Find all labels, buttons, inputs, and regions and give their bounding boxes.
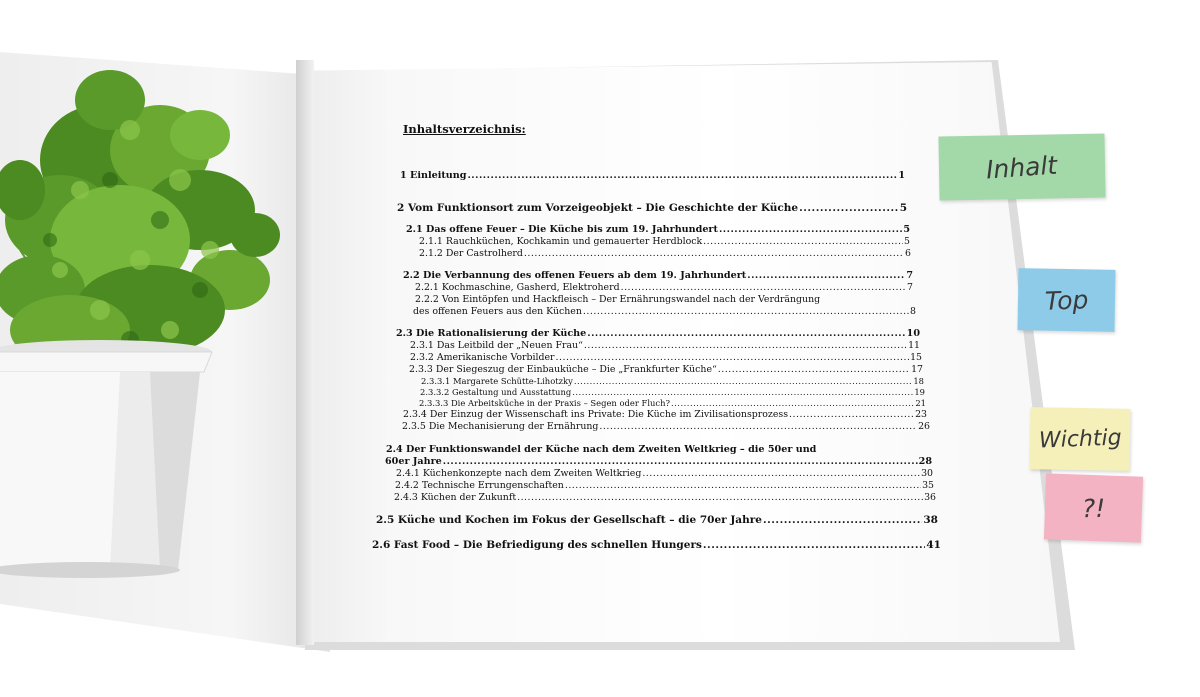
- toc-entry: 2.4 Der Funktionswandel der Küche nach dem Zweiten Weltkrieg – die 50er und: [386, 444, 817, 455]
- toc-title: Inhaltsverzeichnis:: [403, 122, 526, 136]
- toc-entry: 2.6 Fast Food – Die Befriedigung des schnellen Hungers ..... 41: [372, 539, 941, 551]
- toc-entry: 2.4.1 Küchenkonzepte nach dem Zweiten Weltkrieg ..... 30: [396, 468, 933, 479]
- sticky-tab-top[interactable]: Top: [1017, 268, 1115, 332]
- toc-entry: 2.3.3 Der Siegeszug der Einbauküche – Die „Frankfurter Küche“ ..... 17: [409, 364, 923, 375]
- toc-entry: 2.2 Die Verbannung des offenen Feuers ab dem 19. Jahrhundert ..... 7: [403, 270, 913, 281]
- toc-entry: 2.2.2 Von Eintöpfen und Hackfleisch – Der Ernährungswandel nach der Verdrängung: [415, 294, 821, 305]
- toc-entry: 2.1.2 Der Castrolherd ..... 6: [419, 248, 911, 259]
- toc-entry: 2.3.2 Amerikanische Vorbilder ..... 15: [410, 352, 922, 363]
- sticky-tab-wichtig[interactable]: Wichtig: [1029, 407, 1130, 471]
- toc-entry: 2 Vom Funktionsort zum Vorzeigeobjekt – Die Geschichte der Küche ..... 5: [397, 202, 907, 214]
- toc-entry: des offenen Feuers aus den Küchen ..... 8: [413, 306, 916, 317]
- toc-entry: 60er Jahre ..... 28: [385, 456, 932, 467]
- toc-entry: 2.5 Küche und Kochen im Fokus der Gesellschaft – die 70er Jahre ..... 38: [376, 514, 938, 526]
- sticky-tab-question-exclamation[interactable]: ?!: [1044, 473, 1143, 542]
- sticky-tab-inhalt[interactable]: Inhalt: [938, 134, 1105, 201]
- toc-entry: 2.3 Die Rationalisierung der Küche ..... 10: [396, 328, 920, 339]
- toc-entry: 1 Einleitung ..... 1: [400, 170, 905, 181]
- toc-entry: 2.3.1 Das Leitbild der „Neuen Frau“ ..... 11: [410, 340, 920, 351]
- toc-entry: 2.4.3 Küchen der Zukunft ..... 36: [394, 492, 936, 503]
- toc-entry: 2.1.1 Rauchküchen, Kochkamin und gemauerter Herdblock ..... 5: [419, 236, 910, 247]
- toc-entry: 2.3.4 Der Einzug der Wissenschaft ins Private: Die Küche im Zivilisationsprozess ..... 23: [403, 409, 927, 420]
- toc-entry: 2.3.3.3 Die Arbeitsküche in der Praxis – Segen oder Fluch? ..... 21: [419, 398, 926, 408]
- toc-entry: 2.3.3.2 Gestaltung und Ausstattung ..... 19: [420, 387, 925, 397]
- toc-entry: 2.1 Das offene Feuer – Die Küche bis zum 19. Jahrhundert ..... 5: [406, 224, 910, 235]
- toc-entry: 2.4.2 Technische Errungenschaften ..... 35: [395, 480, 934, 491]
- toc-entry: 2.2.1 Kochmaschine, Gasherd, Elektroherd ..... 7: [415, 282, 913, 293]
- toc-entry: 2.3.3.1 Margarete Schütte-Lihotzky ..... 18: [421, 376, 924, 386]
- toc-entry: 2.3.5 Die Mechanisierung der Ernährung ..... 26: [402, 421, 930, 432]
